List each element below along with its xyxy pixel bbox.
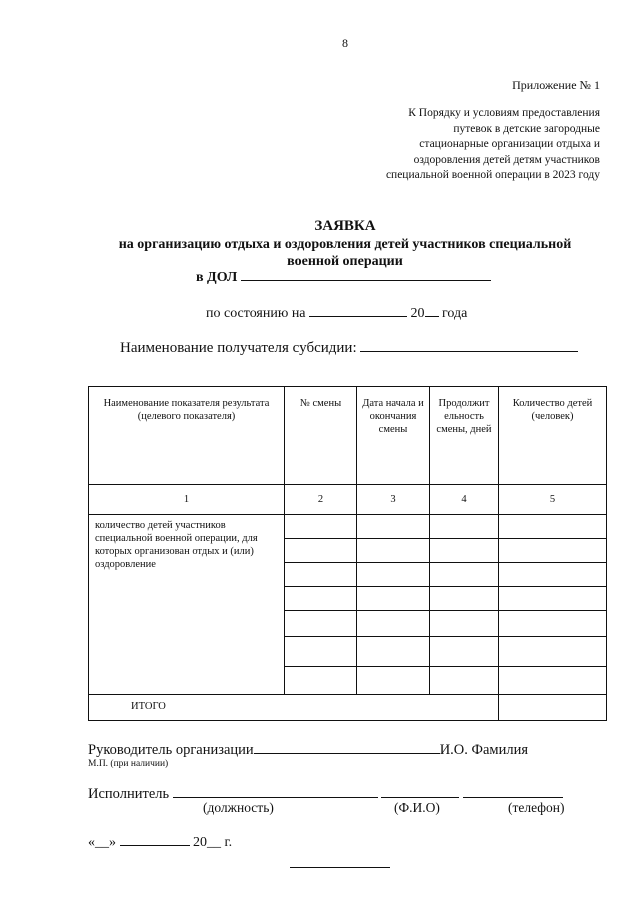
state-line [206,304,467,322]
indicator-table [88,386,607,721]
table-cell[interactable] [499,515,607,539]
caption-position: (должность) [203,800,274,815]
table-cell[interactable] [357,667,430,695]
executor-phone-field[interactable] [463,785,563,798]
header-cell: Наименование показателя результата (целевого показателя) [89,387,285,485]
dol-field[interactable] [241,268,491,281]
head-name: И.О. Фамилия [439,742,528,758]
executor-position-field[interactable] [173,785,378,798]
document-title: ЗАЯВКА [314,218,376,234]
table-cell[interactable] [499,637,607,667]
state-date-field[interactable] [309,304,407,317]
table-cell[interactable] [499,539,607,563]
table-cell[interactable] [499,587,607,611]
date-suffix: г. [224,835,233,850]
table-cell[interactable] [499,563,607,587]
head-signature-line [88,741,528,759]
head-signature-field[interactable] [254,741,440,754]
table-cell[interactable] [285,637,357,667]
executor-name-field[interactable] [381,785,459,798]
head-label: Руководитель организации [88,742,254,758]
table-cell[interactable] [430,611,499,637]
table-number-row [89,485,607,515]
executor-line [88,785,563,803]
page-number: 8 [342,36,348,50]
table-cell[interactable] [430,563,499,587]
total-label: ИТОГО [89,695,499,721]
header-cell: Дата начала и окончания смены [357,387,430,485]
appendix-line: стационарные организации отдыха и [419,138,600,150]
table-cell[interactable] [357,539,430,563]
table-cell[interactable] [285,611,357,637]
date-month-field[interactable] [120,833,190,846]
table-cell[interactable] [430,587,499,611]
header-cell: № смены [285,387,357,485]
state-year-field[interactable] [425,304,439,317]
table-cell[interactable] [357,587,430,611]
appendix-line: специальной военной операции в 2023 году [385,169,600,181]
total-row [89,695,607,721]
table-row [89,515,607,539]
state-suffix: года [442,306,468,321]
total-cell[interactable] [499,695,607,721]
table-header-row [89,387,607,485]
executor-label: Исполнитель [88,786,170,802]
column-number: 4 [430,485,499,515]
table-cell[interactable] [285,563,357,587]
recipient-label: Наименование получателя субсидии: [120,340,357,356]
column-number: 3 [357,485,430,515]
appendix-line: К Порядку и условиям предоставления [408,107,600,119]
document-subtitle: на организацию отдыха и оздоровления детей участников специальной военной операции [118,237,572,269]
table-cell[interactable] [499,611,607,637]
table-cell[interactable] [499,667,607,695]
dol-label: в ДОЛ [196,270,238,285]
table-cell[interactable] [285,587,357,611]
caption-phone: (телефон) [508,800,565,815]
caption-name: (Ф.И.О) [394,800,440,815]
table-cell[interactable] [357,515,430,539]
indicator-cell: количество детей участников специальной военной операции, для которых организован отдых и (или) оздоровление [89,515,285,695]
appendix-description [350,106,600,184]
bottom-rule [290,867,390,868]
date-line [88,833,232,851]
table-cell[interactable] [357,637,430,667]
state-year-prefix: 20 [410,306,425,321]
table-cell[interactable] [285,667,357,695]
column-number: 5 [499,485,607,515]
column-number: 2 [285,485,357,515]
recipient-line [120,339,578,357]
table-cell[interactable] [285,515,357,539]
date-year: 20__ [193,835,221,850]
table-cell[interactable] [285,539,357,563]
recipient-field[interactable] [360,339,578,352]
table-cell[interactable] [430,515,499,539]
appendix-line: путевок в детские загородные [453,122,600,135]
dol-line [196,268,491,286]
date-day: «__» [88,835,116,850]
table-cell[interactable] [430,667,499,695]
appendix-line: оздоровления детей детям участников [413,153,600,166]
table-cell[interactable] [357,563,430,587]
header-cell: Продолжит ельность смены, дней [430,387,499,485]
column-number: 1 [89,485,285,515]
table-cell[interactable] [357,611,430,637]
header-cell: Количество детей (человек) [499,387,607,485]
state-prefix: по состоянию на [206,306,306,321]
appendix-label: Приложение № 1 [512,78,600,92]
table-cell[interactable] [430,637,499,667]
seal-note: М.П. (при наличии) [88,759,169,769]
table-cell[interactable] [430,539,499,563]
